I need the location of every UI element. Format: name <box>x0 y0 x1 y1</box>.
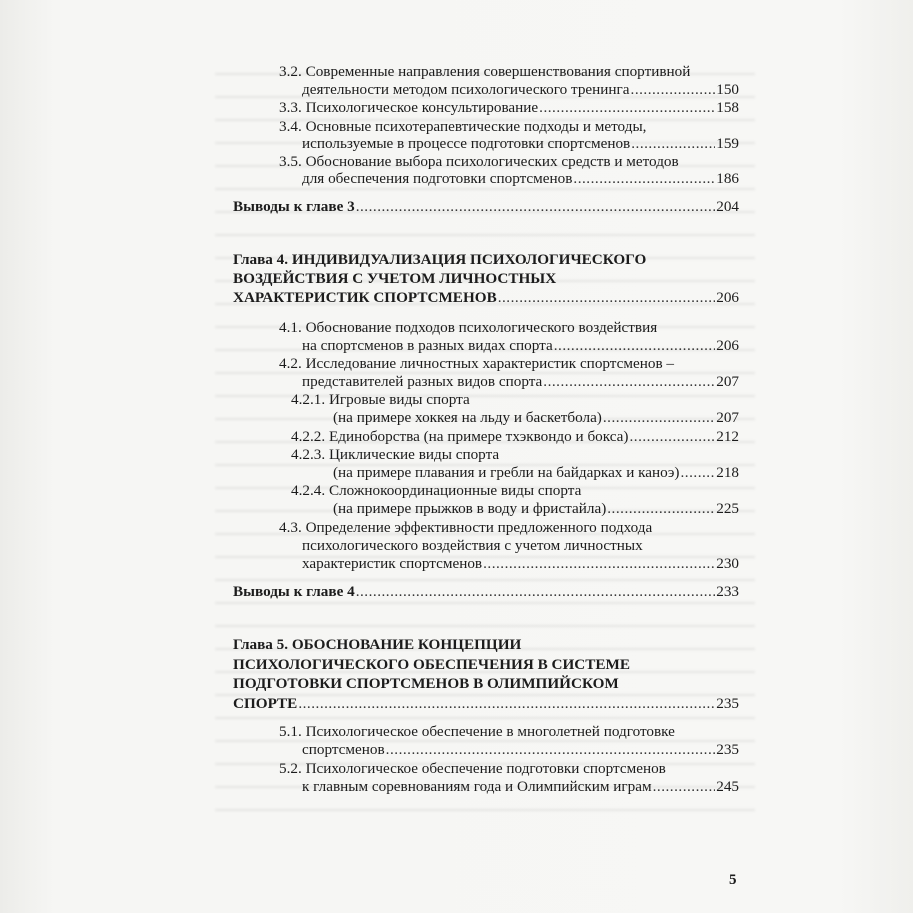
leader-dots <box>631 134 715 153</box>
leader-dots <box>629 427 715 446</box>
leader-dots <box>356 197 716 216</box>
toc-entry-4-2-2[interactable] <box>291 427 739 446</box>
toc-entry-3-3[interactable] <box>279 98 739 117</box>
toc-chapter-4[interactable] <box>233 288 739 307</box>
toc-page-number: 207 <box>716 373 739 390</box>
toc-entry-4-3-line1: 4.3. Определение эффективности предложенного подхода <box>279 519 653 536</box>
toc-entry-4-3-line3: характеристик спортсменов <box>302 555 483 572</box>
toc-entry-4-2-4[interactable] <box>333 499 739 518</box>
toc-entry-4-2-1-line1: 4.2.1. Игровые виды спорта <box>291 391 470 408</box>
toc-entry-5-1-line1: 5.1. Психологическое обеспечение в многолетней подготовке <box>279 723 675 740</box>
toc-chapter-5-line1: Глава 5. ОБОСНОВАНИЕ КОНЦЕПЦИИ <box>233 636 522 653</box>
toc-entry-3-5-line2: для обеспечения подготовки спортсменов <box>302 170 573 187</box>
toc-entry-4-2-3-line1: 4.2.3. Циклические виды спорта <box>291 446 500 463</box>
leader-dots <box>539 98 715 117</box>
toc-entry-4-2-4-line1: 4.2.4. Сложнокоординационные виды спорта <box>291 482 582 499</box>
toc-entry-4-1-line1: 4.1. Обоснование подходов психологического воздействия <box>279 319 658 336</box>
toc-chapter-5-line4: СПОРТЕ <box>233 695 298 712</box>
toc-page-number: 159 <box>716 135 739 152</box>
toc-entry-4-3-line2: психологического воздействия с учетом личностных <box>302 537 643 554</box>
toc-entry-3-4-line1: 3.4. Основные психотерапевтические подходы и методы, <box>279 118 647 135</box>
toc-entry-4-2[interactable] <box>302 372 739 391</box>
toc-page-number: 186 <box>716 170 739 187</box>
toc-entry-title: 3.3. Психологическое консультирование <box>279 99 539 116</box>
toc-entry-4-2-1[interactable] <box>333 408 739 427</box>
toc-entry-4-3[interactable] <box>302 554 739 573</box>
toc-page-number: 235 <box>716 695 739 712</box>
toc-conclusions-ch3[interactable] <box>233 197 739 216</box>
toc-entry-3-4-line2: используемые в процессе подготовки спортсменов <box>302 135 631 152</box>
leader-dots <box>653 777 716 796</box>
toc-entry-3-2-line2: деятельности методом психологического тренинга <box>302 81 630 98</box>
toc-entry-4-2-line1: 4.2. Исследование личностных характеристик спортсменов – <box>279 355 675 372</box>
leader-dots <box>603 408 715 427</box>
toc-entry-5-2-line2: к главным соревнованиям года и Олимпийским играм <box>302 778 652 795</box>
toc-chapter-4-line2: ВОЗДЕЙСТВИЯ С УЧЕТОМ ЛИЧНОСТНЫХ <box>233 270 557 287</box>
toc-page-number: 235 <box>716 741 739 758</box>
toc-chapter-5-line3: ПОДГОТОВКИ СПОРТСМЕНОВ В ОЛИМПИЙСКОМ <box>233 675 619 692</box>
toc-entry-4-2-line2: представителей разных видов спорта <box>302 373 543 390</box>
toc-entry-5-1[interactable] <box>302 740 739 759</box>
toc-chapter-5[interactable] <box>233 694 739 713</box>
toc-chapter-5-line2: ПСИХОЛОГИЧЕСКОГО ОБЕСПЕЧЕНИЯ В СИСТЕМЕ <box>233 656 631 673</box>
toc-page-number: 230 <box>716 555 739 572</box>
toc-entry-4-1[interactable] <box>302 336 739 355</box>
toc-page-number: 225 <box>716 500 739 517</box>
toc-entry-5-1-line2: спортсменов <box>302 741 385 758</box>
toc-entry-3-4[interactable] <box>302 134 739 153</box>
toc-entry-4-1-line2: на спортсменов в разных видах спорта <box>302 337 553 354</box>
toc-page-number: 218 <box>716 464 739 481</box>
toc-page-number: 150 <box>716 81 739 98</box>
leader-dots <box>554 336 715 355</box>
toc-entry-3-5-line1: 3.5. Обоснование выбора психологических средств и методов <box>279 153 679 170</box>
leader-dots <box>298 694 715 713</box>
toc-page-number: 233 <box>716 583 739 600</box>
leader-dots <box>631 80 716 99</box>
toc-entry-4-2-4-line2: (на примере прыжков в воду и фристайла) <box>333 500 607 517</box>
leader-dots <box>543 372 715 391</box>
leader-dots <box>498 288 716 307</box>
toc-page-number: 206 <box>716 289 739 306</box>
leader-dots <box>356 582 716 601</box>
toc-page-number: 212 <box>716 428 739 445</box>
toc-entry-title: Выводы к главе 3 <box>233 198 355 215</box>
leader-dots <box>681 463 716 482</box>
toc-entry-4-2-3[interactable] <box>333 463 739 482</box>
toc-chapter-4-line1: Глава 4. ИНДИВИДУАЛИЗАЦИЯ ПСИХОЛОГИЧЕСКОГО <box>233 251 647 268</box>
page-number: 5 <box>729 872 737 888</box>
toc-entry-5-2[interactable] <box>302 777 739 796</box>
leader-dots <box>573 169 715 188</box>
toc-page-number: 245 <box>716 778 739 795</box>
leader-dots <box>607 499 715 518</box>
toc-entry-4-2-3-line2: (на примере плавания и гребли на байдарках и каноэ) <box>333 464 680 481</box>
toc-entry-3-5[interactable] <box>302 169 739 188</box>
toc-page-number: 206 <box>716 337 739 354</box>
toc-entry-title: 4.2.2. Единоборства (на примере тхэквондо и бокса) <box>291 428 629 445</box>
leader-dots <box>386 740 716 759</box>
toc-chapter-4-line3: ХАРАКТЕРИСТИК СПОРТСМЕНОВ <box>233 289 497 306</box>
toc-entry-5-2-line1: 5.2. Психологическое обеспечение подготовки спортсменов <box>279 760 666 777</box>
leader-dots <box>483 554 715 573</box>
toc-entry-3-2[interactable] <box>302 80 739 99</box>
toc-entry-title: Выводы к главе 4 <box>233 583 355 600</box>
toc-conclusions-ch4[interactable] <box>233 582 739 601</box>
toc-page-number: 207 <box>716 409 739 426</box>
toc-page-number: 204 <box>716 198 739 215</box>
toc-entry-4-2-1-line2: (на примере хоккея на льду и баскетбола) <box>333 409 602 426</box>
toc-entry-3-2-line1: 3.2. Современные направления совершенствования спортивной <box>279 63 691 80</box>
toc-page-number: 158 <box>716 99 739 116</box>
